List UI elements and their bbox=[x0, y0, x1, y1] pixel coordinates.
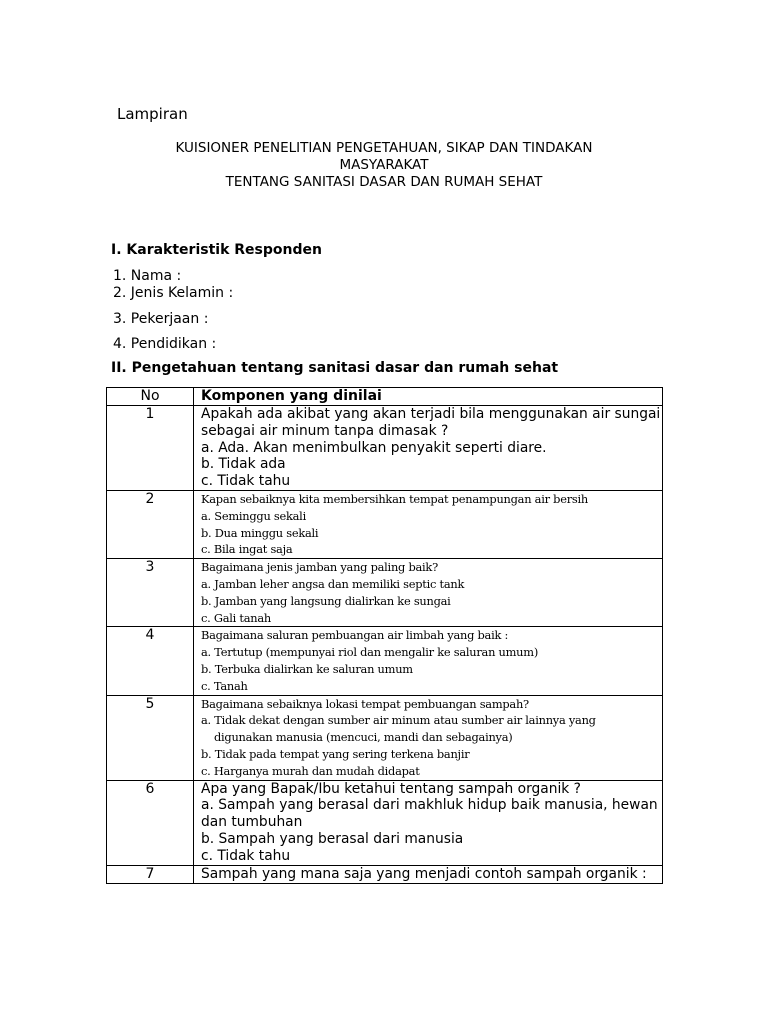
option-b: b. Sampah yang berasal dari manusia bbox=[201, 830, 464, 847]
option-a: a. Ada. Akan menimbulkan penyakit seperti diare. bbox=[201, 439, 547, 456]
questionnaire-title bbox=[110, 140, 658, 191]
section-1-heading: I. Karakteristik Responden bbox=[111, 242, 322, 258]
table-header-row bbox=[107, 388, 663, 406]
question-text: Bagaimana jenis jamban yang paling baik? bbox=[201, 560, 438, 575]
question-text: Kapan sebaiknya kita membersihkan tempat penampungan air bersih bbox=[201, 491, 588, 506]
row-number: 2 bbox=[107, 490, 194, 558]
knowledge-table bbox=[106, 387, 663, 884]
option-a: a. Seminggu sekali bbox=[201, 508, 306, 523]
option-b: b. Terbuka dialirkan ke saluran umum bbox=[201, 661, 413, 676]
option-a: a. Jamban leher angsa dan memiliki septic tank bbox=[201, 576, 465, 591]
question-cell bbox=[194, 490, 663, 558]
option-c: c. Tanah bbox=[201, 678, 248, 693]
table-row bbox=[107, 627, 663, 695]
option-b: b. Tidak pada tempat yang sering terkena banjir bbox=[201, 746, 470, 761]
field-gender: 2. Jenis Kelamin : bbox=[113, 285, 234, 301]
table-row bbox=[107, 695, 663, 780]
option-c: c. Gali tanah bbox=[201, 610, 271, 625]
question-cell bbox=[194, 559, 663, 627]
field-education: 4. Pendidikan : bbox=[113, 336, 217, 352]
table-row bbox=[107, 559, 663, 627]
row-number: 6 bbox=[107, 780, 194, 865]
row-number: 3 bbox=[107, 559, 194, 627]
row-number: 5 bbox=[107, 695, 194, 780]
table-row bbox=[107, 780, 663, 865]
question-text: Bagaimana sebaiknya lokasi tempat pembuangan sampah? bbox=[201, 696, 529, 711]
option-b: b. Dua minggu sekali bbox=[201, 525, 319, 540]
question-text: Apa yang Bapak/Ibu ketahui tentang sampah organik ? bbox=[201, 780, 582, 797]
field-occupation: 3. Pekerjaan : bbox=[113, 311, 209, 327]
table-row bbox=[107, 865, 663, 883]
row-number: 7 bbox=[107, 865, 194, 883]
column-header-no: No bbox=[107, 388, 194, 406]
question-cell bbox=[194, 780, 663, 865]
question-cell bbox=[194, 865, 663, 883]
option-b: b. Jamban yang langsung dialirkan ke sungai bbox=[201, 593, 451, 608]
question-text: Bagaimana saluran pembuangan air limbah yang baik : bbox=[201, 628, 509, 643]
title-line-3: TENTANG SANITASI DASAR DAN RUMAH SEHAT bbox=[225, 174, 543, 190]
question-cell bbox=[194, 627, 663, 695]
option-c: c. Harganya murah dan mudah didapat bbox=[201, 763, 420, 778]
appendix-label: Lampiran bbox=[117, 105, 188, 123]
option-c: c. Tidak tahu bbox=[201, 473, 291, 490]
question-text: Apakah ada akibat yang akan terjadi bila menggunakan air sungai sebagai air minum tanpa dimasak ? bbox=[201, 406, 661, 439]
row-number: 1 bbox=[107, 406, 194, 491]
option-b: b. Tidak ada bbox=[201, 456, 286, 473]
title-line-1: KUISIONER PENELITIAN PENGETAHUAN, SIKAP DAN TINDAKAN bbox=[175, 140, 593, 156]
row-number: 4 bbox=[107, 627, 194, 695]
option-c: c. Tidak tahu bbox=[201, 847, 291, 864]
option-a-continued: digunakan manusia (mencuci, mandi dan sebagainya) bbox=[214, 730, 513, 745]
option-a: a. Tertutup (mempunyai riol dan mengalir ke saluran umum) bbox=[201, 645, 539, 660]
question-text: Sampah yang mana saja yang menjadi contoh sampah organik : bbox=[201, 865, 647, 882]
field-name: 1. Nama : bbox=[113, 268, 182, 284]
question-cell bbox=[194, 406, 663, 491]
option-c: c. Bila ingat saja bbox=[201, 542, 293, 557]
section-2-heading: II. Pengetahuan tentang sanitasi dasar dan rumah sehat bbox=[111, 360, 559, 376]
table-row bbox=[107, 406, 663, 491]
table-row bbox=[107, 490, 663, 558]
column-header-component: Komponen yang dinilai bbox=[194, 388, 663, 406]
question-cell bbox=[194, 695, 663, 780]
title-line-2: MASYARAKAT bbox=[339, 157, 429, 173]
option-a: a. Tidak dekat dengan sumber air minum atau sumber air lainnya yang bbox=[201, 713, 596, 728]
option-a: a. Sampah yang berasal dari makhluk hidup baik manusia, hewan dan tumbuhan bbox=[201, 797, 658, 831]
